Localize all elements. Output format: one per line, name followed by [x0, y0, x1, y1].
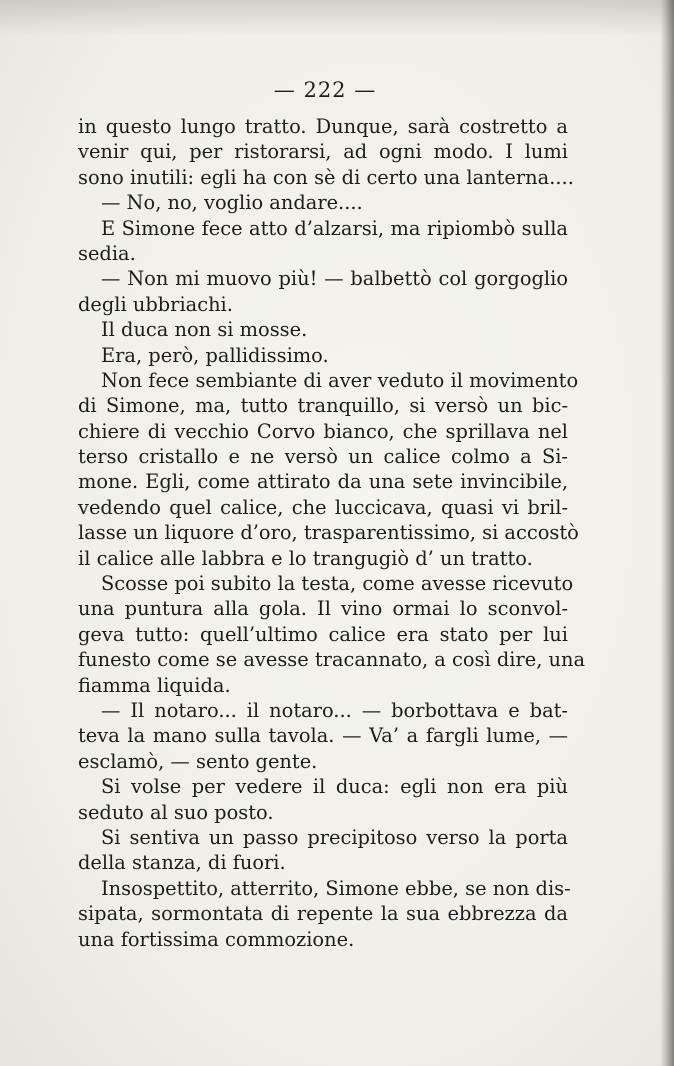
text-line: esclamò, — sento gente.: [78, 749, 318, 773]
text-line: Insospettito, atterrito, Simone ebbe, se non dis-: [101, 876, 571, 900]
text-line: — No, no, voglio andare....: [101, 191, 363, 215]
text-line: E Simone fece atto d’alzarsi, ma ripiombò sulla: [101, 216, 568, 240]
text-line: funesto come se avesse tracannato, a così dire, una: [78, 648, 586, 672]
text-line: — Il notaro... il notaro... — borbottava e bat-: [101, 698, 568, 722]
text-line: mone. Egli, come attirato da una sete invincibile,: [78, 470, 568, 494]
text-line: — Non mi muovo più! — balbettò col gorgoglio: [101, 267, 568, 291]
text-line: chiere di vecchio Corvo bianco, che sprillava nel: [78, 419, 568, 443]
text-line: in questo lungo tratto. Dunque, sarà costretto a: [78, 115, 568, 138]
text-line: teva la mano sulla tavola. — Va’ a fargli lume, —: [78, 724, 568, 748]
text-line: lasse un liquore d’oro, trasparentissimo, si accostò: [78, 521, 579, 545]
text-line: una fortissima commozione.: [78, 927, 355, 951]
text-line: sipata, sormontata di repente la sua ebbrezza da: [78, 902, 568, 926]
text-line: terso cristallo e ne versò un calice colmo a Si-: [78, 445, 568, 469]
text-line: degli ubbriachi.: [78, 292, 233, 316]
text-line: Scosse poi subito la testa, come avesse ricevuto: [101, 572, 574, 596]
body-text: [78, 114, 586, 952]
text-line: Il duca non si mosse.: [101, 318, 308, 342]
text-line: seduto al suo posto.: [78, 800, 274, 824]
text-line: vedendo quel calice, che luccicava, quasi vi bril-: [78, 495, 568, 519]
page-number: — 222 —: [273, 78, 377, 102]
text-line: di Simone, ma, tutto tranquillo, si versò un bic-: [78, 394, 568, 418]
text-line: Non fece sembiante di aver veduto il movimento: [101, 368, 579, 392]
text-line: Era, però, pallidissimo.: [101, 343, 329, 367]
page-binding-edge: [660, 0, 674, 1066]
text-line: una puntura alla gola. Il vino ormai lo sconvol-: [78, 597, 568, 621]
text-line: fiamma liquida.: [78, 673, 231, 697]
text-line: geva tutto: quell’ultimo calice era stato per lui: [78, 622, 568, 646]
text-line: sedia.: [78, 241, 136, 265]
text-line: sono inutili: egli ha con sè di certo una lanterna....: [78, 165, 574, 189]
text-line: Si sentiva un passo precipitoso verso la porta: [101, 825, 568, 849]
text-line: della stanza, di fuori.: [78, 851, 286, 875]
page-top-shadow: [0, 0, 674, 36]
text-line: Si volse per vedere il duca: egli non era più: [101, 775, 568, 799]
text-line: il calice alle labbra e lo trangugiò d’ un tratto.: [78, 546, 533, 570]
text-line: venir qui, per ristorarsi, ad ogni modo. I lumi: [78, 140, 568, 164]
